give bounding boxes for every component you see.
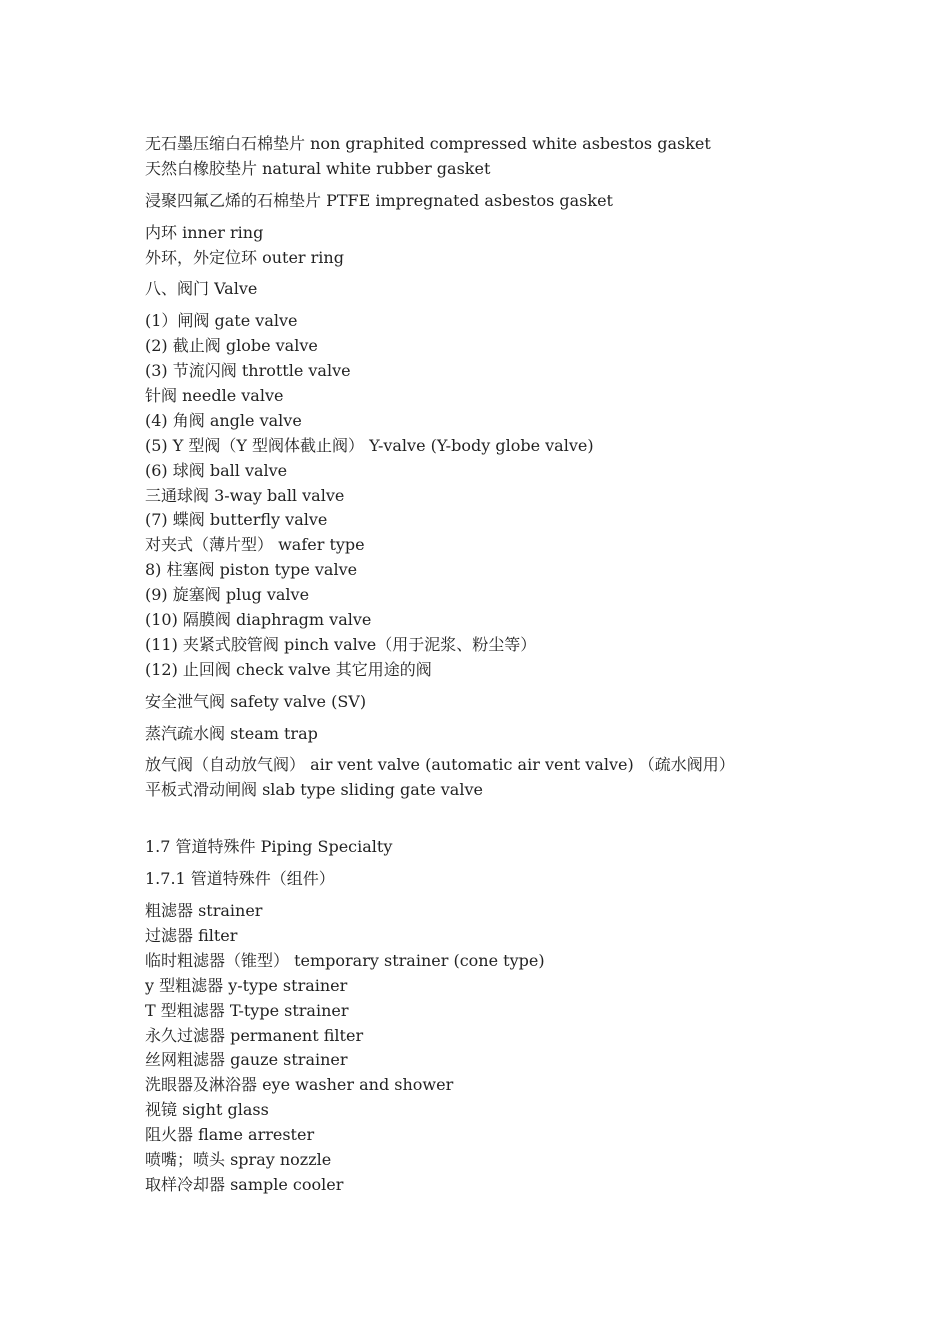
text-line: 蒸汽疏水阀 steam trap <box>145 723 318 743</box>
text-line: 放气阀（自动放气阀） air vent valve (automatic air vent valve) （疏水阀用） <box>145 755 735 775</box>
list-item: 8) 柱塞阀 piston type valve <box>145 560 358 580</box>
text-line: 平板式滑动闸阀 slab type sliding gate valve <box>145 780 483 800</box>
list-item: 视镜 sight glass <box>145 1100 269 1120</box>
list-item: (6) 球阀 ball valve <box>145 460 288 480</box>
text-line: 天然白橡胶垫片 natural white rubber gasket <box>145 158 491 178</box>
list-item: 临时粗滤器（锥型） temporary strainer (cone type) <box>145 950 545 970</box>
list-item: 对夹式（薄片型） wafer type <box>145 535 365 555</box>
list-item: 永久过滤器 permanent filter <box>145 1025 364 1045</box>
list-item: 阻火器 flame arrester <box>145 1125 315 1145</box>
list-item: (4) 角阀 angle valve <box>145 410 302 430</box>
list-item: 取样冷却器 sample cooler <box>145 1174 344 1194</box>
list-item: (3) 节流闪阀 throttle valve <box>145 361 351 381</box>
text-line: 无石墨压缩白石棉垫片 non graphited compressed white asbestos gasket <box>145 134 711 153</box>
document-page <box>145 132 905 1198</box>
list-item: (2) 截止阀 globe valve <box>145 336 318 356</box>
list-item: (9) 旋塞阀 plug valve <box>145 585 310 605</box>
list-item: T 型粗滤器 T-type strainer <box>145 1000 349 1020</box>
list-item: (10) 隔膜阀 diaphragm valve <box>145 610 372 630</box>
text-line: 外环，外定位环 outer ring <box>145 247 344 267</box>
text-line: 浸聚四氟乙烯的石棉垫片 PTFE impregnated asbestos gasket <box>145 190 613 210</box>
list-item: 粗滤器 strainer <box>145 901 263 921</box>
list-item: 喷嘴；喷头 spray nozzle <box>145 1149 332 1169</box>
list-item: (11) 夹紧式胶管阀 pinch valve（用于泥浆、粉尘等） <box>145 634 537 654</box>
list-item: (5) Y 型阀（Y 型阀体截止阀） Y-valve (Y-body globe valve) <box>145 435 594 455</box>
text-line: 内环 inner ring <box>145 222 264 242</box>
list-item: y 型粗滤器 y-type strainer <box>145 975 348 995</box>
subsection-heading: 1.7.1 管道特殊件（组件） <box>145 869 335 889</box>
list-item: 丝网粗滤器 gauze strainer <box>145 1050 348 1070</box>
list-item: 洗眼器及淋浴器 eye washer and shower <box>145 1075 454 1095</box>
list-item: (1）闸阀 gate valve <box>145 311 298 331</box>
list-item: 过滤器 filter <box>145 925 238 945</box>
section-heading-piping-specialty: 1.7 管道特殊件 Piping Specialty <box>145 837 393 857</box>
list-item: 三通球阀 3-way ball valve <box>145 485 345 505</box>
list-item: (12) 止回阀 check valve 其它用途的阀 <box>145 659 432 679</box>
list-item: 针阀 needle valve <box>145 386 284 406</box>
section-heading-valve: 八、阀门 Valve <box>145 279 258 299</box>
text-line: 安全泄气阀 safety valve (SV) <box>145 691 367 711</box>
list-item: (7) 蝶阀 butterfly valve <box>145 510 328 530</box>
